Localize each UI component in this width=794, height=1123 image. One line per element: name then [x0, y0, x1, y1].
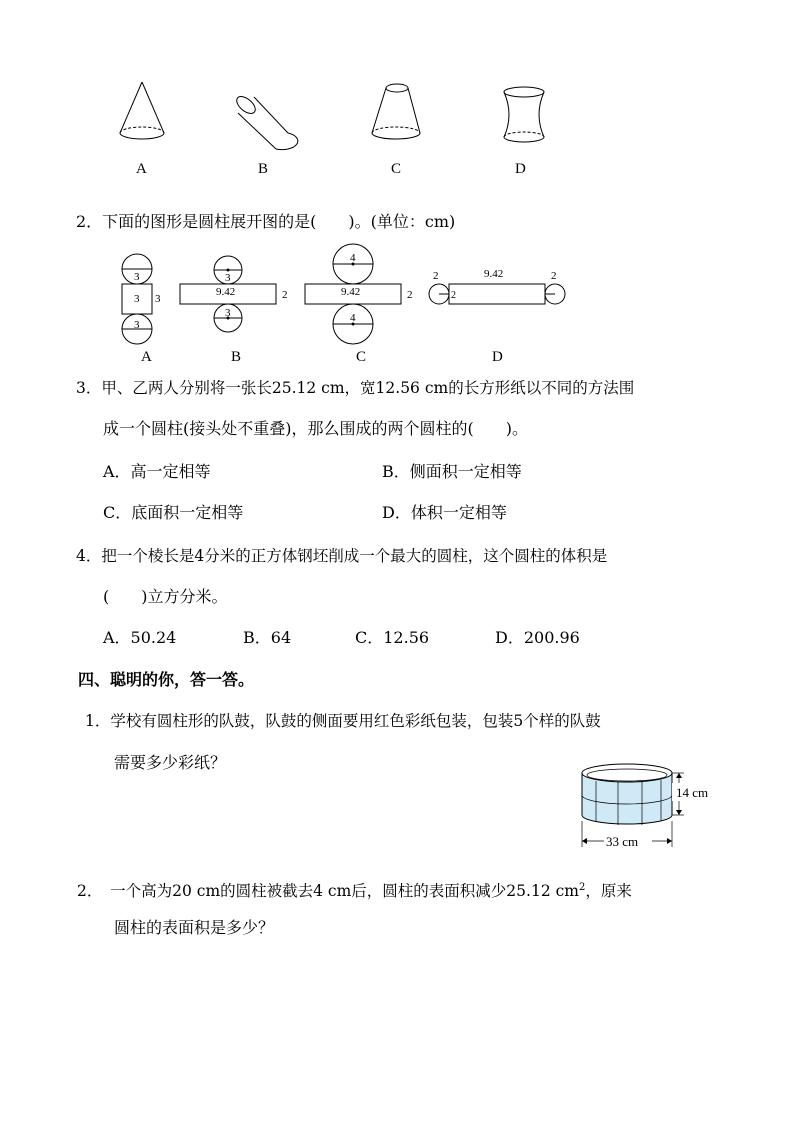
q1-option-label-a: A [136, 161, 147, 177]
q3-question-line1: 3．甲、乙两人分别将一张长25.12 cm，宽12.56 cm的长方形纸以不同的方法围 [76, 379, 635, 397]
net-a-square-label: 3 [134, 293, 140, 305]
q4-option-b: B．64 [243, 628, 292, 647]
q2-question: 2．下面的图形是圆柱展开图的是( )。(单位：cm) [76, 212, 456, 231]
q4-option-a: A．50.24 [103, 628, 177, 647]
q2-option-label-c: C [356, 349, 367, 365]
section-heading: 四、聪明的你，答一答。 [78, 670, 255, 689]
net-a-top-label: 3 [134, 271, 140, 283]
drum-figure [572, 755, 732, 855]
problem2-superscript: 2 [579, 882, 586, 893]
q1-option-label-b: B [258, 161, 269, 177]
q2-option-label-b: B [231, 349, 242, 365]
frustum-figure [372, 84, 420, 139]
q1-option-label-d: D [515, 161, 526, 177]
q1-solids-figure [100, 75, 570, 185]
cylinder-tilted-figure [234, 93, 298, 149]
net-c-top-label: 4 [350, 252, 356, 264]
drum-height-label: 14 cm [676, 785, 709, 800]
net-b-bottom-label: 3 [225, 307, 231, 319]
net-a-side-label: 3 [155, 293, 161, 305]
problem2-line1-main: 2． 一个高为20 cm的圆柱被截去4 cm后，圆柱的表面积减少25.12 cm [77, 882, 579, 901]
net-c-length-label: 9.42 [341, 286, 361, 298]
net-d-height-label: 2 [451, 290, 456, 301]
q3-option-b: B．侧面积一定相等 [382, 462, 522, 481]
problem2-line1-end: ，原来 [585, 882, 632, 901]
net-d-length-label: 9.42 [484, 268, 504, 280]
q1-option-label-c: C [391, 161, 402, 177]
net-d-right-label: 2 [551, 270, 557, 282]
net-a-bottom-label: 3 [134, 319, 140, 331]
cone-figure [120, 82, 164, 139]
problem1-line1: 1．学校有圆柱形的队鼓，队鼓的侧面要用红色彩纸包装，包装5个样的队鼓 [85, 712, 601, 730]
drum-width-label: 33 cm [606, 834, 639, 849]
problem2-line2: 圆柱的表面积是多少？ [114, 918, 275, 937]
concave-cylinder-figure [504, 87, 544, 142]
q4-option-d: D．200.96 [495, 628, 580, 647]
net-c-height-label: 2 [407, 289, 413, 301]
q3-option-c: C．底面积一定相等 [103, 503, 244, 522]
net-b-length-label: 9.42 [216, 286, 236, 298]
q4-question-line2: ( )立方分米。 [103, 587, 228, 606]
net-c-bottom-label: 4 [350, 312, 356, 324]
q3-option-d: D．体积一定相等 [382, 503, 507, 522]
q2-option-label-a: A [141, 349, 152, 365]
q2-option-label-d: D [492, 349, 503, 365]
net-b-top-label: 3 [225, 272, 231, 284]
q2-nets-figure [110, 238, 580, 348]
q4-option-c: C．12.56 [355, 628, 430, 647]
q3-option-a: A．高一定相等 [103, 462, 211, 481]
problem2-line1 [77, 877, 632, 902]
net-d-left-label: 2 [433, 270, 439, 282]
net-b-height-label: 2 [282, 289, 288, 301]
problem1-line2: 需要多少彩纸？ [114, 753, 227, 772]
net-d [429, 284, 565, 304]
q3-question-line2: 成一个圆柱(接头处不重叠)，那么围成的两个圆柱的( )。 [103, 419, 528, 438]
q4-question-line1: 4．把一个棱长是4分米的正方体钢坯削成一个最大的圆柱，这个圆柱的体积是 [76, 547, 608, 565]
